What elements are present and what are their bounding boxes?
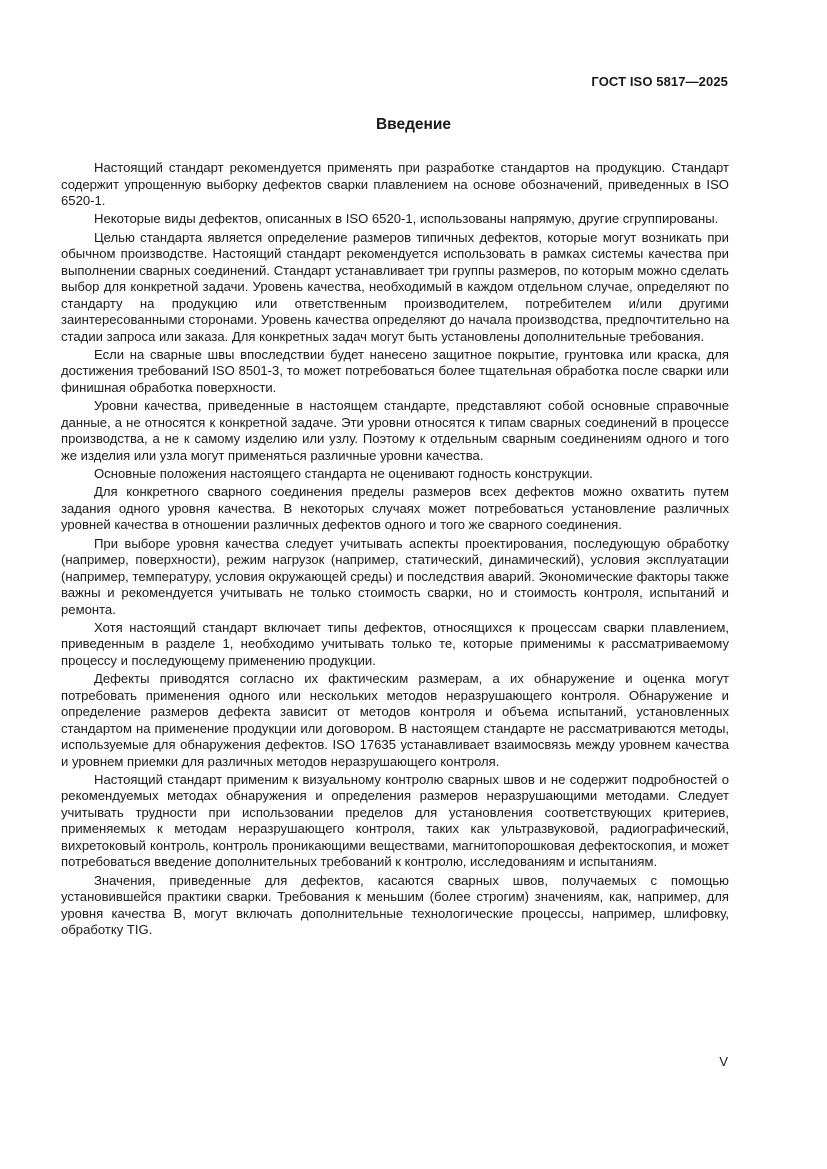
paragraph: Дефекты приводятся согласно их фактическим размерам, а их обнаружение и оценка могут потребовать применения одного или нескольких методов неразрушающего контроля. Обнаружение и определение размеров дефекта зависит от методов контроля и объема испытаний, установленных стандартом на применение продукции или договором. В настоящем стандарте не рассматриваются методы, используемые для обнаружения дефектов. ISO 17635 устанавливает взаимосвязь между уровнем качества и уровнем приемки для различных методов неразрушающего контроля. bbox=[61, 671, 729, 769]
paragraph: Если на сварные швы впоследствии будет нанесено защитное покрытие, грунтовка или краска, для достижения требований ISO 8501-3, то может потребоваться более тщательная обработка после сварки или финишная обработка поверхности. bbox=[61, 346, 729, 395]
section-title: Введение bbox=[375, 116, 452, 133]
paragraph: Для конкретного сварного соединения пределы размеров всех дефектов можно охватить путем задания одного уровня качества. В некоторых случаях может потребоваться установление различных уровней качества в отношении различных дефектов одного и того же сварного соединения. bbox=[61, 484, 729, 533]
paragraph: Значения, приведенные для дефектов, касаются сварных швов, получаемых с помощью установившейся практики сварки. Требования к меньшим (более строгим) значениям, как, например, для уровня качества B, могут включать дополнительные технологические процессы, например, шлифовку, обработку TIG. bbox=[61, 872, 729, 938]
paragraph: Настоящий стандарт применим к визуальному контролю сварных швов и не содержит подробностей о рекомендуемых методах обнаружения и определения размеров неразрушающими методами. Следует учитывать трудности при использовании пределов для установления соответствующих критериев, применяемых к методам неразрушающего контроля, таких как ультразвуковой, радиографический, вихретоковый контроль, контроль проникающими веществами, магнитопорошковая дефектоскопия, и может потребоваться введение дополнительных требований к контролю, исследованиям и испытаниям. bbox=[61, 771, 729, 870]
paragraph: Уровни качества, приведенные в настоящем стандарте, представляют собой основные справочные данные, а не относятся к конкретной задаче. Эти уровни относятся к типам сварных соединений в процессе производства, а не к самому изделию или узлу. Поэтому к отдельным сварным соединениям одного и того же изделия или узла могут применяться различные уровни качества. bbox=[61, 398, 729, 463]
body-text bbox=[61, 160, 729, 941]
paragraph: Некоторые виды дефектов, описанных в ISO 6520-1, использованы напрямую, другие сгруппированы. bbox=[94, 211, 719, 227]
paragraph: Целью стандарта является определение размеров типичных дефектов, которые могут возникать при обычном производстве. Настоящий стандарт рекомендуется использовать в рамках системы качества при выполнении сварных соединений. Стандарт устанавливает три группы размеров, по которым можно сделать выбор для конкретной задачи. Уровень качества, необходимый в каждом отдельном случае, определяют по стандарту на продукцию или ответственным производителем, потребителем и/или другими заинтересованными сторонами. Уровень качества определяют до начала производства, предпочтительно на стадии запроса или заказа. Для конкретных задач могут быть установлены дополнительные требования. bbox=[61, 229, 729, 344]
paragraph: Настоящий стандарт рекомендуется применять при разработке стандартов на продукцию. Стандарт содержит упрощенную выборку дефектов сварки плавлением на основе обозначений, приведенных в ISO 6520-1. bbox=[61, 160, 729, 208]
paragraph: Хотя настоящий стандарт включает типы дефектов, относящихся к процессам сварки плавлением, приведенным в разделе 1, необходимо учитывать только те, которые применимы к рассматриваемому процессу и последующему применению продукции. bbox=[61, 619, 729, 668]
paragraph: При выборе уровня качества следует учитывать аспекты проектирования, последующую обработку (например, поверхности), режим нагрузок (например, статический, динамический), условия эксплуатации (например, температуру, условия окружающей среды) и последствия аварий. Экономические факторы также важны и рекомендуется учитывать не только стоимость сварки, но и стоимость контроля, испытаний и ремонта. bbox=[61, 535, 729, 617]
document-code: ГОСТ ISO 5817—2025 bbox=[591, 74, 728, 89]
page-number: V bbox=[719, 1054, 728, 1069]
paragraph: Основные положения настоящего стандарта не оценивают годность конструкции. bbox=[94, 465, 593, 481]
